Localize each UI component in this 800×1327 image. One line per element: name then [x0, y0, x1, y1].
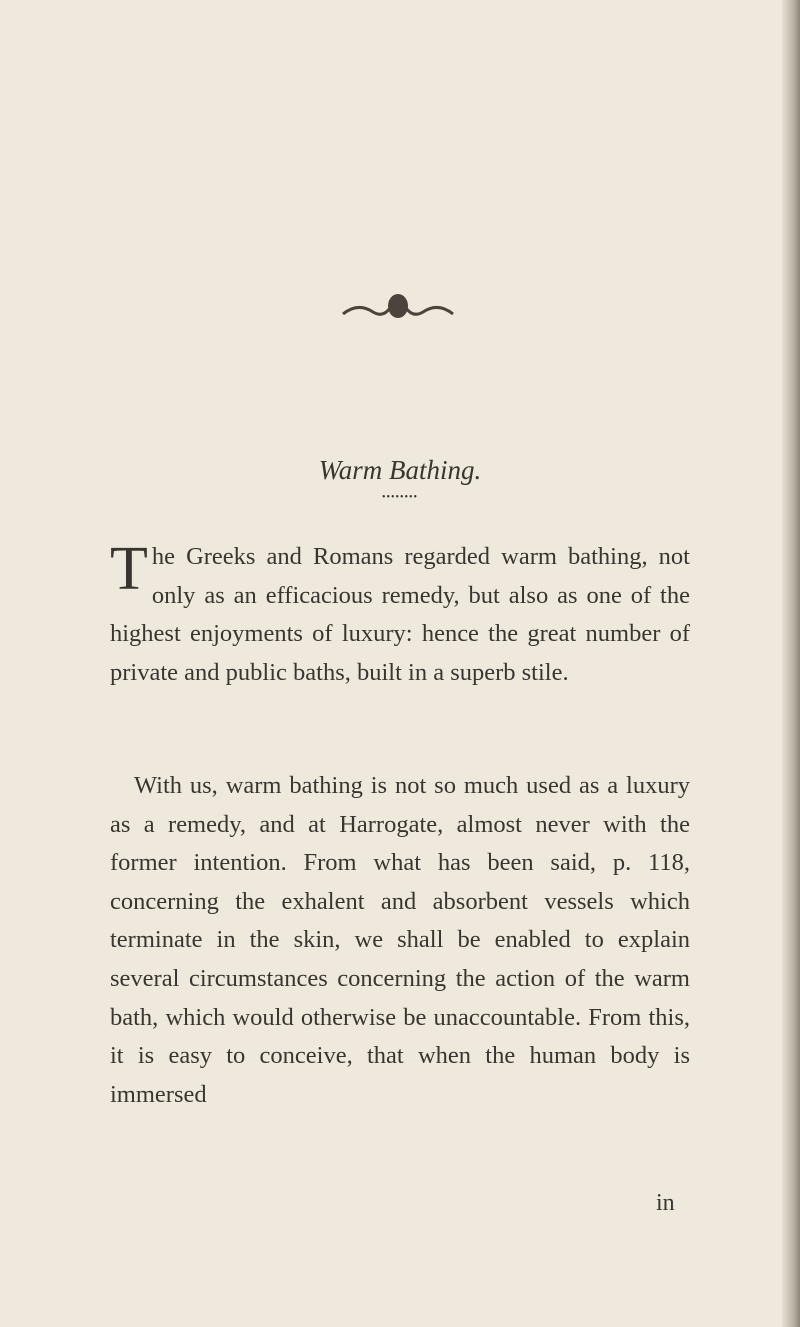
paragraph-1 — [110, 535, 690, 692]
catchword: in — [656, 1190, 675, 1216]
paragraph-2: With us, warm bathing is not so much used as a luxury as a remedy, and at Harrogate, almost never with the former intention. From what has been said, p. 118, concerning the exhalent and absorbent vessels which terminate in the skin, we shall be enabled to explain several circumstances concerning the action of the warm bath, which would otherwise be unaccountable. From this, it is easy to conceive, that when the human body is immersed — [110, 772, 690, 1108]
page-edge — [782, 0, 800, 1327]
drop-cap: T — [110, 535, 148, 603]
section-heading: Warm Bathing. — [318, 455, 482, 485]
paragraph-1-text: he Greeks and Romans regarded warm bathing, not only as an efficacious remedy, but also as one of the highest enjoyments of luxury: hence the great number of private and public baths, built in a superb stile. — [110, 543, 690, 686]
heading-rule: •••••••• — [381, 492, 418, 503]
ornament-icon — [338, 290, 458, 324]
